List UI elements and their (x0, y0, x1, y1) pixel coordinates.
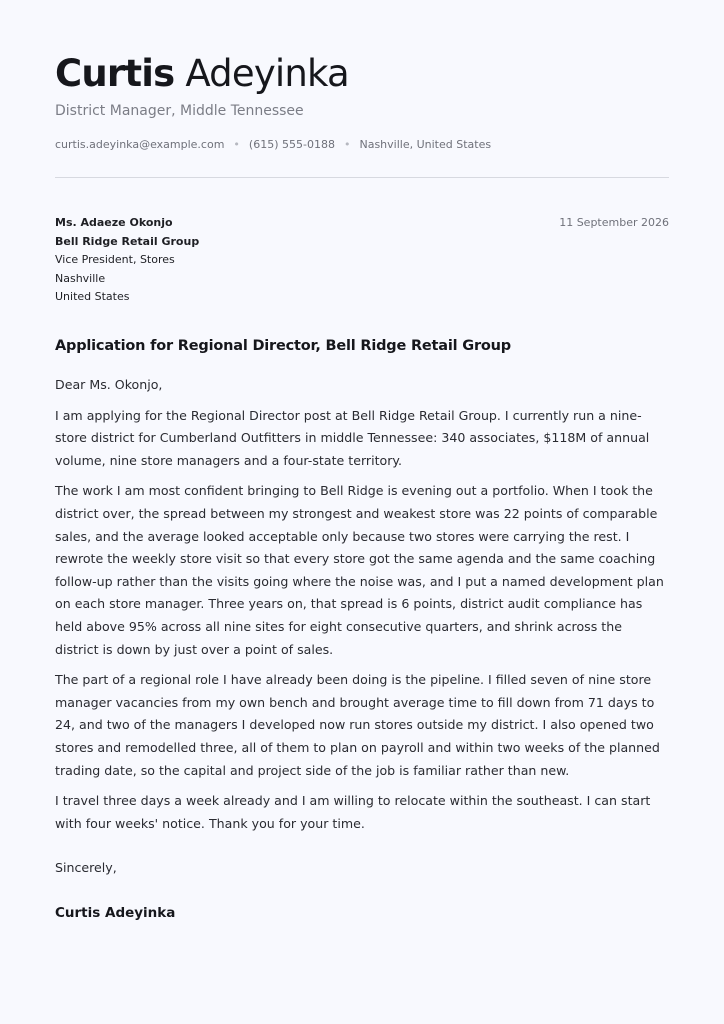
applicant-last-name: Adeyinka (185, 52, 349, 95)
contact-location: Nashville, United States (359, 138, 492, 151)
contact-separator: • (233, 138, 240, 151)
body-paragraph: The work I am most confident bringing to Bell Ridge is evening out a portfolio. When I took the district over, the spread between my strongest and weakest store was 22 points of comparable sales, and the average looked acceptable only because two stores were carrying the rest. I rewrote the weekly store visit so that every store got the same agenda and the same coaching follow-up rather than the visits going where the noise was, and I put a named development plan on each store manager. Three years on, that spread is 6 points, district audit compliance has held above 95% across all nine sites for eight consecutive quarters, and shrink across the district is down by just over a point of sales. (55, 483, 664, 657)
recipient-country: United States (55, 290, 130, 303)
salutation: Dear Ms. Okonjo, (55, 377, 163, 392)
signature: Curtis Adeyinka (55, 905, 176, 921)
applicant-title: District Manager, Middle Tennessee (55, 103, 304, 119)
letter-subject: Application for Regional Director, Bell Ridge Retail Group (55, 338, 511, 354)
recipient-name: Ms. Adaeze Okonjo (55, 216, 173, 229)
recipient-block (55, 214, 199, 307)
applicant-first-name: Curtis (55, 52, 175, 95)
contact-separator: • (343, 138, 351, 151)
closing: Sincerely, (55, 860, 117, 875)
letter-date: 11 September 2026 (559, 216, 669, 229)
body-paragraph: The part of a regional role I have already been doing is the pipeline. I filled seven of nine store manager vacancies from my own bench and brought average time to fill down from 71 days to 24, and two of the managers I developed now run stores outside my district. I also opened two stores and remodelled three, all of them to plan on payroll and within two weeks of the planned trading date, so the capital and project side of the job is familiar rather than new. (55, 672, 660, 778)
recipient-company: Bell Ridge Retail Group (55, 234, 200, 248)
body-paragraph: I travel three days a week already and I am willing to relocate within the southeast. I can start with four weeks' notice. Thank you for your time. (55, 793, 651, 831)
contact-phone[interactable]: (615) 555-0188 (248, 138, 335, 151)
letter-body (55, 374, 669, 843)
recipient-city: Nashville (55, 271, 106, 285)
contact-line (55, 138, 491, 151)
applicant-name (55, 50, 349, 98)
contact-email[interactable]: curtis.adeyinka@example.com (55, 138, 225, 151)
recipient-position: Vice President, Stores (55, 253, 175, 266)
body-paragraph: I am applying for the Regional Director post at Bell Ridge Retail Group. I currently run a nine-store district for Cumberland Outfitters in middle Tennessee: 340 associates, $118M of annual volume, nine store managers and a four-state territory. (55, 407, 650, 468)
header-divider (55, 177, 669, 178)
